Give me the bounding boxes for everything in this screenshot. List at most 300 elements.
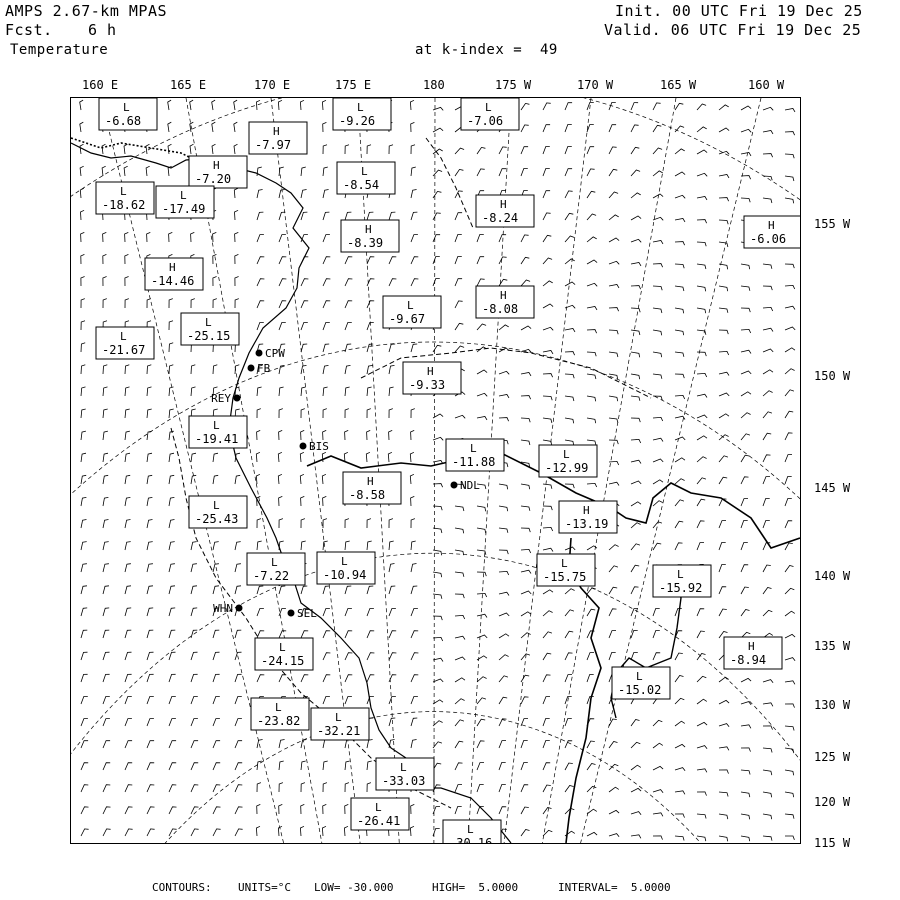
wind-barb	[455, 572, 464, 577]
wind-barb	[257, 212, 263, 220]
wind-barb	[587, 653, 594, 660]
extremum-type: H	[427, 365, 434, 378]
wind-barb	[653, 743, 663, 748]
wind-barb	[81, 232, 85, 242]
extremum-box	[612, 667, 670, 699]
extremum-box	[96, 327, 154, 359]
wind-barb	[81, 254, 85, 264]
wind-barb	[521, 280, 530, 286]
wind-barb	[609, 285, 619, 288]
wind-barb	[543, 506, 552, 510]
wind-barb	[675, 149, 685, 154]
wind-barb	[411, 279, 418, 286]
wind-barb	[279, 496, 283, 506]
wind-barb	[609, 418, 618, 423]
wind-barb	[103, 608, 109, 616]
wind-barb	[279, 387, 284, 396]
wind-barb	[741, 610, 750, 617]
wind-barb	[301, 387, 306, 396]
wind-barb	[543, 213, 551, 220]
wind-barb	[499, 550, 508, 554]
coastline-west	[71, 143, 511, 843]
extremum-value: -14.46	[151, 274, 195, 288]
lon-tick: 165 W	[660, 78, 697, 92]
wind-barb	[345, 586, 351, 594]
wind-barb	[499, 697, 507, 704]
wind-barb	[565, 610, 574, 616]
extremum-value: -8.94	[730, 653, 767, 667]
wind-barb	[81, 321, 85, 330]
wind-barb	[146, 166, 150, 176]
wind-barb	[103, 785, 110, 792]
wind-barb	[477, 572, 486, 576]
extremum-box	[376, 758, 434, 790]
wind-barb	[301, 323, 308, 331]
wind-barb	[609, 587, 617, 594]
wind-barb	[477, 324, 486, 330]
extremum-value: -11.88	[452, 455, 496, 469]
wind-barb	[543, 763, 550, 770]
wind-barb	[81, 299, 85, 308]
wind-barb	[521, 654, 530, 660]
extremum-value: -17.49	[162, 202, 206, 216]
wind-barb	[543, 675, 551, 682]
wind-barb	[477, 614, 487, 617]
wind-barb	[147, 453, 152, 462]
wind-barb	[477, 719, 485, 726]
wind-barb	[345, 430, 349, 440]
wind-barb	[124, 166, 128, 176]
wind-barb	[543, 327, 553, 330]
wind-barb	[741, 106, 751, 110]
wind-barb	[323, 257, 330, 264]
extremum-type: L	[563, 448, 570, 461]
wind-barb	[785, 306, 795, 309]
wind-barb	[675, 195, 685, 198]
extremum-value: -8.08	[482, 302, 519, 316]
wind-barb	[367, 740, 373, 749]
extremum-type: L	[485, 101, 492, 114]
wind-barb	[257, 609, 264, 617]
wind-barb	[257, 804, 261, 814]
extremum-type: H	[583, 504, 590, 517]
wind-barb	[521, 396, 531, 400]
wind-barb	[631, 835, 641, 839]
wind-barb	[147, 497, 152, 506]
wind-barb	[477, 506, 486, 511]
wind-barb	[433, 679, 443, 682]
wind-barb	[213, 277, 217, 287]
map-canvas	[71, 98, 800, 843]
wind-barb	[763, 565, 771, 572]
wind-barb	[631, 502, 641, 506]
wind-barb	[675, 479, 685, 484]
wind-barb	[631, 216, 641, 220]
wind-barb	[785, 411, 793, 418]
wind-barb	[81, 719, 88, 726]
wind-barb	[278, 452, 282, 462]
footer-low: LOW= -30.000	[314, 881, 394, 894]
wind-barb	[411, 564, 417, 573]
extremum-value: -24.15	[261, 654, 305, 668]
wind-barb	[763, 703, 773, 707]
wind-barb	[587, 169, 595, 176]
wind-barb	[587, 418, 596, 423]
wind-barb	[521, 633, 531, 638]
wind-barb	[587, 352, 596, 356]
wind-barb	[323, 697, 330, 705]
wind-barb	[345, 519, 349, 528]
wind-barb	[389, 697, 396, 705]
wind-barb	[543, 653, 551, 660]
wind-barb	[279, 235, 286, 242]
extremum-box	[145, 258, 203, 290]
wind-barb	[168, 122, 172, 132]
wind-barb	[609, 352, 618, 357]
wind-barb	[499, 418, 509, 422]
wind-barb	[719, 151, 729, 154]
wind-barb	[631, 396, 640, 401]
wind-barb	[169, 608, 175, 616]
wind-barb	[719, 105, 729, 110]
wind-barb	[279, 740, 285, 749]
wind-barb	[587, 214, 596, 220]
wind-barb	[609, 609, 617, 616]
wind-barb	[785, 611, 795, 616]
wind-barb	[521, 528, 530, 532]
wind-barb	[169, 674, 176, 682]
wind-barb	[345, 145, 349, 154]
extremum-value: -13.19	[565, 517, 609, 531]
wind-barb	[301, 344, 307, 352]
wind-barb	[653, 480, 663, 484]
wind-barb	[322, 826, 326, 836]
wind-barb	[763, 131, 773, 134]
wind-barb	[565, 282, 575, 286]
wind-barb	[301, 783, 305, 792]
wind-barb	[653, 790, 663, 793]
wind-barb	[565, 631, 573, 638]
wind-barb	[323, 387, 328, 396]
wind-barb	[455, 741, 463, 748]
wind-barb	[631, 125, 639, 132]
wind-barb	[697, 631, 705, 638]
wind-barb	[235, 564, 241, 572]
wind-barb	[301, 235, 308, 242]
wind-barb	[741, 286, 750, 291]
wind-barb	[565, 653, 573, 660]
wind-barb	[763, 610, 772, 616]
wind-barb	[322, 474, 326, 484]
wind-barb	[697, 220, 707, 224]
wind-barb	[543, 374, 553, 378]
wind-barb	[521, 612, 531, 616]
wind-barb	[565, 103, 572, 110]
extremum-value: -9.26	[339, 114, 376, 128]
extremum-type: H	[768, 219, 775, 232]
wind-barb	[785, 455, 792, 462]
wind-barb	[565, 124, 572, 132]
extremum-box	[189, 156, 247, 188]
extremum-value: -21.67	[102, 343, 146, 357]
extremum-type: L	[375, 801, 382, 814]
wind-barb	[587, 809, 597, 814]
wind-barb	[169, 807, 177, 814]
wind-barb	[719, 175, 729, 178]
wind-barb	[279, 409, 283, 418]
wind-barb	[455, 763, 463, 770]
wind-barb	[675, 676, 684, 683]
lon-tick: 160 W	[748, 78, 785, 92]
extremum-box	[249, 122, 307, 154]
wind-barb	[213, 453, 218, 462]
wind-barb	[125, 365, 129, 374]
wind-barb	[763, 477, 770, 484]
level-label: at k-index = 49	[415, 42, 558, 58]
lon-tick-right: 140 W	[814, 569, 851, 583]
wind-barb	[719, 198, 729, 202]
wind-barb	[169, 785, 176, 792]
extremum-value: -12.99	[545, 461, 589, 475]
wind-barb	[345, 783, 349, 792]
wind-barb	[653, 417, 663, 421]
wind-barb	[455, 279, 462, 286]
wind-barb	[697, 173, 707, 176]
wind-barb	[81, 741, 88, 748]
wind-barb	[256, 474, 260, 484]
wind-barb	[653, 148, 662, 154]
wind-barb	[345, 804, 349, 814]
extrema-layer	[96, 98, 800, 843]
wind-barb	[257, 783, 261, 792]
wind-barb	[719, 587, 726, 594]
wind-barb	[235, 807, 243, 814]
wind-barb	[367, 541, 372, 550]
wind-barb	[213, 586, 219, 594]
wind-barb	[477, 279, 485, 286]
wind-barb	[257, 430, 261, 440]
wind-barb	[322, 100, 326, 110]
wind-barb	[741, 565, 748, 572]
extremum-type: L	[335, 711, 342, 724]
wind-barb	[147, 232, 151, 242]
wind-barb	[631, 170, 640, 176]
wind-barb	[301, 167, 306, 176]
wind-barb	[609, 192, 618, 198]
wind-barb	[499, 506, 508, 511]
wind-barb	[411, 167, 416, 176]
wind-barb	[279, 430, 283, 440]
wind-barb	[234, 100, 237, 110]
wind-barb	[675, 103, 683, 110]
wind-barb	[631, 286, 641, 290]
wind-barb	[191, 829, 199, 836]
wind-barb	[785, 521, 792, 528]
wind-barb	[345, 409, 349, 418]
wind-barb	[697, 676, 706, 682]
wind-barb	[433, 107, 443, 110]
wind-barb	[697, 499, 705, 506]
wind-barb	[719, 836, 728, 841]
wind-barb	[125, 497, 130, 506]
wind-barb	[125, 652, 132, 660]
wind-barb	[785, 348, 795, 352]
wind-barb	[103, 409, 108, 418]
wind-barb	[103, 741, 110, 748]
wind-barb	[785, 770, 794, 775]
wind-barb	[719, 393, 729, 396]
station-label: BIS	[309, 440, 329, 453]
wind-barb	[367, 653, 374, 660]
extremum-value: -9.67	[389, 312, 426, 326]
wind-barb	[213, 542, 219, 550]
wind-barb	[81, 652, 88, 660]
wind-barb	[631, 523, 641, 528]
footer-contours: CONTOURS:	[152, 881, 212, 894]
wind-barb	[81, 210, 85, 220]
wind-barb	[785, 176, 794, 181]
wind-barb	[631, 263, 641, 266]
wind-barb	[81, 829, 89, 836]
station-dot	[234, 395, 241, 402]
wind-barb	[169, 586, 175, 594]
extremum-value: -15.92	[659, 581, 703, 595]
wind-barb	[257, 519, 261, 528]
wind-barb	[257, 631, 264, 638]
wind-barb	[125, 542, 131, 550]
station-label: FB	[257, 362, 271, 375]
extremum-type: L	[275, 701, 282, 714]
wind-barb	[256, 826, 260, 836]
extremum-value: -26.41	[357, 814, 401, 828]
wind-barb	[653, 501, 663, 506]
extremum-box	[255, 638, 313, 670]
lon-tick-right: 150 W	[814, 369, 851, 383]
wind-barb	[323, 430, 327, 440]
extremum-type: L	[120, 330, 127, 343]
wind-barb	[741, 520, 748, 528]
wind-barb	[455, 720, 464, 726]
station-label: CPW	[265, 347, 285, 360]
wind-barb	[257, 586, 263, 594]
wind-barb	[323, 409, 327, 418]
wind-barb	[741, 678, 751, 682]
wind-barb	[785, 543, 793, 550]
wind-barb	[565, 146, 572, 154]
wind-barb	[719, 220, 728, 224]
wind-barb	[213, 475, 218, 484]
station-label: REY	[211, 392, 231, 405]
extremum-value: -19.41	[195, 432, 239, 446]
wind-barb	[455, 256, 462, 264]
wind-barb	[653, 720, 662, 726]
wind-barb	[675, 395, 685, 399]
wind-barb	[543, 697, 550, 704]
wind-barb	[323, 804, 327, 814]
wind-barb	[521, 591, 531, 594]
wind-barb	[587, 483, 597, 487]
wind-barb	[389, 387, 394, 396]
wind-barb	[213, 785, 220, 792]
lon-tick: 175 E	[335, 78, 372, 92]
wind-barb	[785, 369, 795, 374]
wind-barb	[80, 100, 83, 110]
wind-barb	[433, 345, 441, 352]
wind-barb	[169, 497, 174, 506]
extremum-box	[476, 286, 534, 318]
wind-barb	[322, 452, 326, 462]
wind-barb	[411, 740, 417, 749]
wind-barb	[675, 500, 684, 506]
wind-barb	[191, 387, 196, 396]
wind-barb	[125, 785, 132, 792]
wind-barb	[499, 528, 508, 533]
extremum-box	[99, 98, 157, 130]
wind-barb	[741, 264, 750, 269]
extremum-type: L	[123, 101, 130, 114]
wind-barb	[125, 630, 131, 638]
wind-barb	[279, 519, 283, 528]
wind-barb	[521, 675, 529, 682]
extremum-type: L	[357, 101, 364, 114]
wind-barb	[587, 191, 595, 198]
wind-barb	[411, 675, 418, 682]
wind-barb	[213, 696, 220, 704]
extremum-value: -7.97	[255, 138, 292, 152]
wind-barb	[235, 785, 242, 792]
wind-barb	[521, 147, 528, 154]
extremum-type: L	[470, 442, 477, 455]
wind-barb	[675, 219, 685, 222]
wind-barb	[477, 635, 487, 638]
wind-barb	[785, 476, 792, 484]
wind-barb	[125, 564, 131, 572]
extremum-type: H	[367, 475, 374, 488]
wind-barb	[697, 197, 707, 200]
wind-barb	[213, 763, 220, 770]
wind-barb	[301, 631, 308, 638]
wind-barb	[411, 718, 417, 726]
wind-barb	[301, 740, 307, 749]
wind-barb	[455, 678, 465, 682]
wind-barb	[455, 213, 462, 220]
wind-barb	[763, 107, 773, 110]
wind-barb	[741, 129, 751, 132]
wind-barb	[741, 477, 749, 484]
wind-barb	[235, 719, 242, 726]
wind-barb	[763, 726, 773, 730]
wind-barb	[256, 452, 260, 462]
wind-barb	[697, 436, 707, 440]
wind-barb	[477, 234, 484, 242]
wind-barb	[103, 719, 110, 726]
wind-barb	[631, 193, 641, 198]
wind-barb	[410, 826, 414, 836]
extremum-type: L	[407, 299, 414, 312]
wind-barb	[168, 144, 172, 154]
wind-barb	[345, 653, 352, 660]
wind-barb	[191, 696, 198, 704]
wind-barb	[741, 329, 751, 333]
wind-barb	[367, 586, 373, 594]
extremum-box	[559, 501, 617, 533]
wind-barb	[147, 586, 153, 594]
wind-barb	[675, 653, 683, 660]
lon-tick: 180	[423, 78, 445, 92]
wind-barb	[477, 593, 487, 597]
wind-barb	[389, 365, 395, 374]
wind-barb	[147, 431, 152, 440]
